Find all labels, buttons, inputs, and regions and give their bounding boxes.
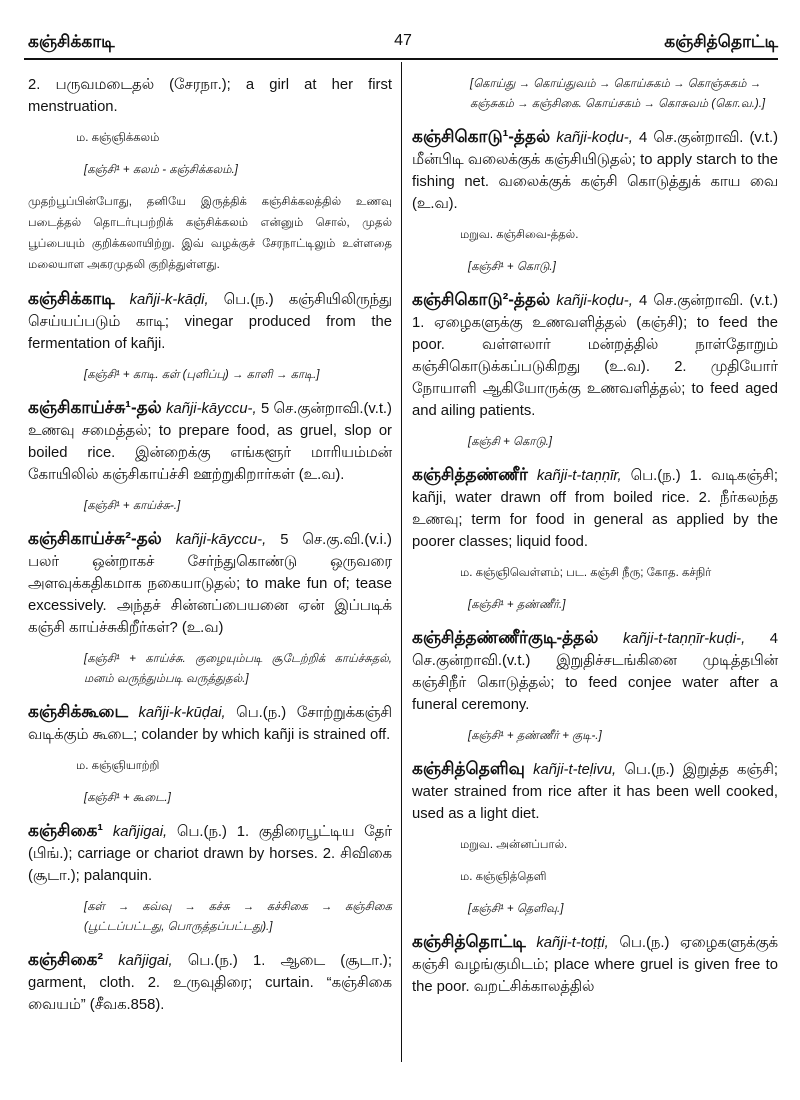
entry-transliteration: kañji-t-taṇṇīr, xyxy=(536,468,622,484)
entry-headword: கஞ்சிகை¹ xyxy=(28,821,104,840)
entry-definition: 5 செ.கு.வி.(v.i.) பலர் ஒன்றாகச் சேர்ந்துகொண்டு ஒருவரை அளவுக்கதிகமாக நகையாடுதல்; to make fun of; tease excessively. அந்தச் சின்னப்பையனை ஏன் இப்படிக் கஞ்சி காய்ச்சுகிறீர்கள்? (உ.வ) xyxy=(28,532,392,636)
entry-transliteration: kañji-t-toṭṭi, xyxy=(536,935,609,951)
entry-headword: கஞ்சிகாய்ச்சு¹-தல் xyxy=(28,398,162,417)
entry-definition: 4 செ.குன்றாவி. (v.t.) மீன்பிடி வலைக்குக் கஞ்சியிடுதல்; to apply starch to the fishing net. வலைக்குக் கஞ்சி கொடுத்துக் காய வை (உ.வ). xyxy=(412,130,778,212)
entry-definition: பெ.(ந.) ஏழைகளுக்குக் கஞ்சி வழங்குமிடம்; place where gruel is given free to the poor. வறட்சிக்காலத்தில் xyxy=(412,935,778,995)
entry-transliteration: kañji-k-kāḍi, xyxy=(129,292,209,308)
entry-definition: 4 செ.குன்றாவி.(v.t.) இறுதிச்சடங்கினை முடித்தபின் கஞ்சிநீர் கொடுத்தல்; to feed conjee water after a funeral ceremony. xyxy=(412,631,778,713)
etymology-note: [கஞ்சி¹ + கலம் - கஞ்சிக்கலம்.] xyxy=(84,164,238,176)
dictionary-entry xyxy=(28,528,392,639)
cognate-line: ம. கஞ்ஞிக்கலம் xyxy=(76,132,160,144)
cognate-line: ம. கஞ்ஞித்தெளி xyxy=(460,871,547,883)
entry-headword: கஞ்சிகொடு¹-த்தல் xyxy=(412,127,551,146)
entry-headword: கஞ்சிக்கூடை xyxy=(28,702,128,721)
entry-headword: கஞ்சித்தண்ணீர்குடி-த்தல் xyxy=(412,628,599,647)
entry-definition: பெ.(ந.) சோற்றுக்கஞ்சி வடிக்கும் கூடை; colander by which kañji is strained off. xyxy=(28,705,392,743)
etymology-note: [கஞ்சி¹ + தெளிவு.] xyxy=(468,903,564,915)
entry-transliteration: kañji-koḍu-, xyxy=(556,293,633,309)
entry-headword: கஞ்சித்தண்ணீர் xyxy=(412,465,528,484)
entry-headword: கஞ்சிகாய்ச்சு²-தல் xyxy=(28,529,162,548)
page-number: 47 xyxy=(394,32,412,49)
page-header xyxy=(28,32,778,58)
cognate-line: ம. கஞ்ஞியாற்றி xyxy=(76,760,160,772)
dictionary-entry xyxy=(28,397,392,486)
entry-definition: 4 செ.குன்றாவி. (v.t.) 1. ஏழைகளுக்கு உணவளித்தல் (கஞ்சி); to feed the poor. வள்ளலார் மன்றத்தில் நாள்தோறும் கஞ்சிகொடுக்கப்படுகிறது (உ.வ). 2. முதியோர் நோயாளி ஆகியோருக்கு உணவளித்தல்; to feed aged and ailing patients. xyxy=(412,293,778,419)
etymology-note: [கொய்து → கொய்துவம் → கொய்சுகம் → கொஞ்சுகம் → கஞ்சுகம் → கஞ்சிகை. கொய்சகம் → கொசுவம் (கொ.வ.).] xyxy=(470,78,766,110)
right-column xyxy=(412,74,778,1008)
etymology-note: [கஞ்சி¹ + கூடை.] xyxy=(84,792,171,804)
dictionary-entry xyxy=(412,758,778,825)
cognate-line: ம. கஞ்ஞிவெள்ளம்; பட. கஞ்சி நீரு; கோத. கச்நிர் xyxy=(460,567,712,579)
etymology-note: [கஞ்சி¹ + கொடு.] xyxy=(468,261,556,273)
entry-definition: பெ.(ந.) 1. ஆடை (சூடா.); garment, cloth. 2. உருவுதிரை; curtain. “கஞ்சிகை வையம்” (சீவக.858). xyxy=(28,953,392,1013)
etymology-note: [கஞ்சி¹ + தண்ணீர் + குடி-.] xyxy=(468,730,602,742)
entry-transliteration: kañjigai, xyxy=(112,824,168,840)
entry-transliteration: kañji-k-kūḍai, xyxy=(138,705,226,721)
etymology-note: [கஞ்சி¹ + காடி. கள் (புளிப்பு) → காளி → காடி.] xyxy=(84,369,320,381)
dictionary-entry xyxy=(28,949,392,1016)
entry-transliteration: kañji-t-taṇṇīr-kuḍi-, xyxy=(622,631,746,647)
dictionary-entry xyxy=(28,701,392,746)
entry-transliteration: kañji-kāyccu-, xyxy=(175,532,267,548)
dictionary-entry xyxy=(412,126,778,215)
entry-definition: பெ.(ந.) கஞ்சியிலிருந்து செய்யப்படும் காடி; vinegar produced from the fermentation of kañji. xyxy=(28,292,392,352)
usage-note: முதற்பூப்பின்போது, தனியே இருத்திக் கஞ்சிக்கலத்தில் உணவு படைத்தல் தொடர்புபற்றிக் கஞ்சிக்கலம் என்னும் சொல், முதல் பூப்பையும் குறிக்கலாயிற்று. இவ் வழக்குச் சேரநாட்டிலும் உள்ளதை மலையாள அகரமுதலி குறித்துள்ளது. xyxy=(28,196,392,271)
entry-headword: கஞ்சிகொடு²-த்தல் xyxy=(412,290,551,309)
entry-transliteration: kañjigai, xyxy=(118,953,173,969)
entry-transliteration: kañji-t-teḷivu, xyxy=(533,762,617,778)
right-guide-word: கஞ்சித்தொட்டி xyxy=(664,32,778,51)
header-rule xyxy=(24,58,778,60)
etymology-note: [கஞ்சி¹ + காய்ச்சு-.] xyxy=(84,500,181,512)
left-guide-word: கஞ்சிக்காடி xyxy=(28,32,115,51)
cognate-line: மறுவ. அன்னப்பால். xyxy=(460,839,568,851)
entry-definition: 5 செ.குன்றாவி.(v.t.) உணவு சமைத்தல்; to prepare food, as gruel, slop or boiled rice. இன்றைக்கு எங்களூர் மாரியம்மன் கோயிலில் கஞ்சிகாய்ச்சி ஊற்றுகிறார்கள் (உ.வ). xyxy=(28,401,392,483)
dictionary-entry xyxy=(412,931,778,998)
dictionary-entry xyxy=(412,289,778,422)
left-column xyxy=(28,74,392,1026)
entry-definition: பெ.(ந.) 1. வடிகஞ்சி; kañji, water drawn off from boiled rice. 2. நீர்கலந்த உணவு; term for food in general as applied by the poorer classes; liquid food. xyxy=(412,468,778,550)
cognate-line: மறுவ. கஞ்சிவை-த்தல். xyxy=(460,229,579,241)
entry-transliteration: kañji-kāyccu-, xyxy=(166,401,257,417)
entry-continuation: 2. பருவமடைதல் (சேரநா.); a girl at her first menstruation. xyxy=(28,77,392,115)
dictionary-entry xyxy=(28,820,392,887)
entry-definition: பெ.(ந.) 1. குதிரைபூட்டிய தேர் (பிங்.); carriage or chariot drawn by horses. 2. சிவிகை (சூடா.); palanquin. xyxy=(28,824,392,884)
entry-definition: பெ.(ந.) இறுத்த கஞ்சி; water strained from rice after it has been well cooked, used as a light diet. xyxy=(412,762,778,822)
etymology-note: [கஞ்சி + கொடு.] xyxy=(468,436,552,448)
dictionary-entry xyxy=(412,464,778,553)
column-divider xyxy=(401,62,402,1062)
entry-transliteration: kañji-koḍu-, xyxy=(556,130,633,146)
etymology-note: [கள் → கவ்வு → கச்சு → கச்சிகை → கஞ்சிகை (பூட்டப்பட்டது, பொருத்தப்பட்டது).] xyxy=(84,901,392,933)
entry-headword: கஞ்சித்தெளிவு xyxy=(412,759,525,778)
dictionary-entry xyxy=(28,288,392,355)
entry-headword: கஞ்சிக்காடி xyxy=(28,289,115,308)
etymology-note: [கஞ்சி¹ + காய்ச்சு. குழையும்படி சூடேற்றிக் காய்ச்சுதல், மனம் வருந்தும்படி வருத்துதல்.] xyxy=(84,653,392,685)
dictionary-entry xyxy=(412,627,778,716)
entry-headword: கஞ்சித்தொட்டி xyxy=(412,932,526,951)
etymology-note: [கஞ்சி¹ + தண்ணீர்.] xyxy=(468,599,566,611)
entry-headword: கஞ்சிகை² xyxy=(28,950,104,969)
